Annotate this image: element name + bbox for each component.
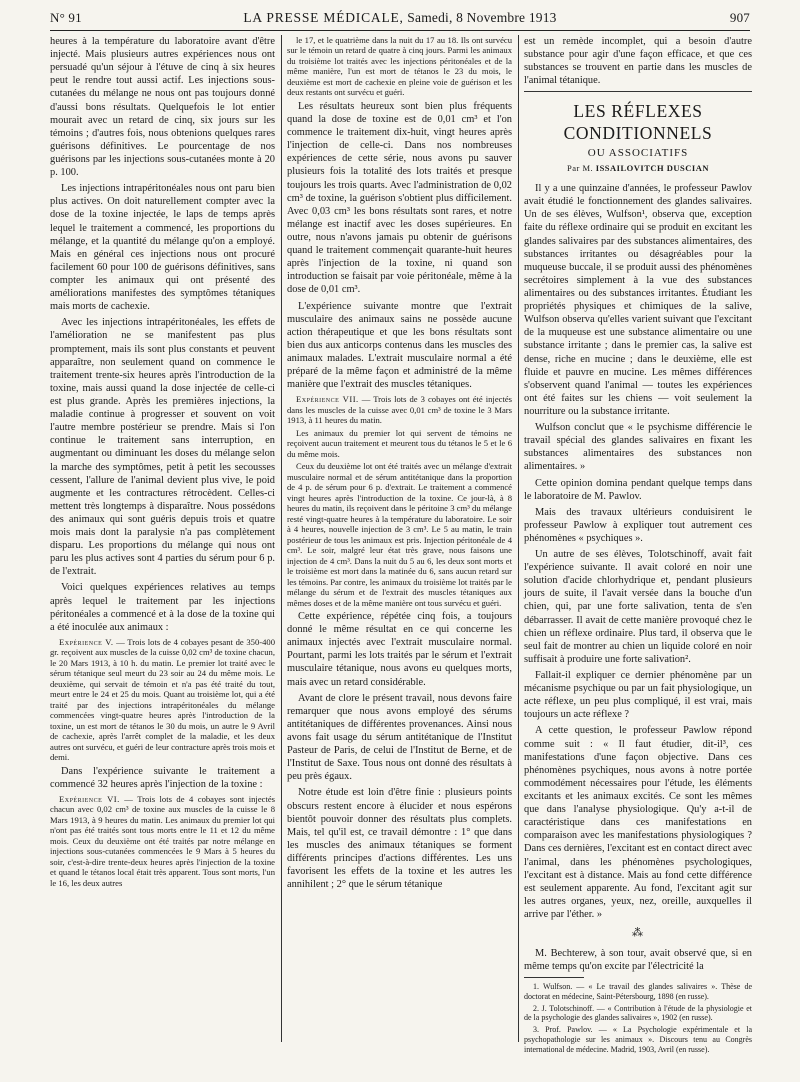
- column-right: [524, 35, 752, 1056]
- paragraph: Les résultats heureux sont bien plus fréquents quand la dose de toxine est de 0,01 cm³ et l'on commence le traitement dix-huit, vingt heures après l'injection de celle-ci. Dans nos nombreuses expériences de cette série, nous avons pu sauver plusieurs fois la totalité des lots traités et presque toujours les trois quarts. Avec l'administration de 0,02 cm³ de toxine, la guérison s'obtient plus difficilement. Avec 0,03 cm³ les bons résultats sont rares, et notre mélange est inactif avec les doses supérieures. En outre, nous n'avons jamais pu obtenir de guérisons quand le traitement commençait quarante-huit heures après l'injection de la toxine, ni quand son introduction se faisait par voie péritonéale, même à la dose de 0,01 cm³.: [287, 100, 512, 296]
- paragraph: heures à la température du laboratoire avant d'être injecté. Mais plusieurs autres expériences nous ont persuadé qu'un séjour à l'étuve de cinq à six heures peut le rendre tout aussi actif. Les injections sous-cutanées du mélange ne nous ont pas toujours donné d'aussi bons résultats. Quelquefois le lot entier mourait avec un retard de cinq, six jours sur les témoins ; d'autres fois, nous obtenions quelques rares guérisons définitives. Le pourcentage de nos guérisons par les injections sous-cutanées monte à 20 p. 100.: [50, 36, 275, 179]
- issue-date: Samedi, 8 Novembre 1913: [407, 10, 557, 25]
- experiment-block: [50, 794, 275, 888]
- paragraph: est un remède incomplet, qui a besoin d'autre substance pour agir d'une façon efficace, et que ces substances se trouvent en partie dans les muscles de l'animal tétanique.: [524, 36, 752, 87]
- paragraph: Un autre de ses élèves, Tolotschinoff, avait fait l'expérience suivante. Il avait coloré en noir une solution d'acide chlorhydrique et, pendant plusieurs jours de suite, il l'avait versée dans la bouche d'un chien, qui, par une forte salivation, tenta de s'en débarrasser. Il avait de cette manière provoqué chez le chien un réflexe ordinaire. Plus tard, il observa que le seul fait de montrer au chien un liquide coloré en noir suffisait à produire une forte salivation².: [524, 549, 752, 665]
- experiment-label: Expérience VII.: [296, 394, 359, 405]
- paragraph: Avec les injections intrapéritonéales, les effets de l'amélioration ne se manifestent pas plus promptement, mais ils sont plus constants et peuvent apparaître, non seulement quand on commence le traitement trente-six heures après l'introduction de la toxine, mais aussi quand la dose injectée de celle-ci est plus grande. Après les premières injections, la maladie continue à progresser et souvent on voit l'autre membre postérieur se prendre. Mais si l'on continue le traitement sans interruption, en augmentant ou diminuant les doses du mélange selon la marche des symptômes, petit à petit les secousses cessent, l'allure de l'animal devient plus vive, le poid augmente et les contractures rétrocèdent. Celles-ci mettent très longtemps à disparaître. Nous possédons des animaux qui sont guéris depuis trois et quatre mois mais dont la paralysie n'a pas complètement disparu. Les proportions du mélange qui nous ont paru les plus actives sont 4 parties du sérum pour 6 p. de l'extrait.: [50, 317, 275, 578]
- experiment-text: — Trois lots de 4 cobayes sont injectés chacun avec 0,02 cm³ de toxine aux muscles de la cuisse le 8 Mars 1913, à 9 heures du matin. Les animaux du premier lot qui n'ont pas été traités sont tous morts entre le 11 et 12 du même mois. Ceux du deuxième ont été traités par notre mélange en injections sous-cutanées commencées le 9 Mars à 5 heures du soir, c'est-à-dire trente-deux heures après l'injection de la toxine et quand le tétanos local était très apparent. Tous sont morts, l'un le 16, les deux autres: [50, 793, 275, 888]
- author-name: ISSAILOVITCH DUSCIAN: [595, 163, 709, 174]
- experiment-text: — Trois lots de 3 cobayes ont été injectés dans les muscles de la cuisse avec 0,01 cm³ de toxine le 3 Mars 1913, à 11 heures du matin.: [287, 394, 512, 426]
- paragraph: Mais des travaux ultérieurs conduisirent le professeur Pawlow à expliquer tout autrement ces phénomènes « psychiques ».: [524, 506, 752, 544]
- paragraph: M. Bechterew, à son tour, avait observé que, si en même temps qu'on excite par l'électricité la: [524, 947, 752, 973]
- experiment-label: Expérience V.: [59, 636, 114, 647]
- paragraph: Avant de clore le présent travail, nous devons faire remarquer que nous avons employé des sérums antitétaniques de différentes provenances. Ainsi nous avons fait usage du sérum antitétanique de l'Institut Pasteur de Paris, de celui de l'Institut de Berne, et de l'Institut de Saxe. Tous nous ont donné des résultats à peu près égaux.: [287, 692, 512, 783]
- footnote: 1. Wulfson. — « Le travail des glandes salivaires ». Thèse de doctorat en médecine, Saint-Pétersbourg, 1898 (en russe).: [524, 982, 752, 1001]
- article-separator: [524, 91, 752, 92]
- paragraph: Les injections intrapéritonéales nous ont paru bien plus actives. On doit naturellement compter avec la dose de la toxine injectée, le laps de temps après lequel le traitement a commencé, les proportions du mélange, et la quantité du mélange qu'on a employé. Mais en général ces injections nous ont procuré facilement 60 pour 100 de guérisons définitives, sans compter les animaux qui ont présenté des améliorations manifestes des symptômes tétaniques mais morts de cachexie.: [50, 183, 275, 313]
- journal-title-line: [50, 10, 750, 26]
- experiment-paragraph: le 17, et le quatrième dans la nuit du 17 au 18. Ils ont survécu sur le témoin un retard de quatre à cinq jours. Parmi les animaux du troisième lot traités avec les injections péritonéales et de la même manière, l'un est mort de tétanos le 23 du mois, le deuxième est mort de cachexie en pleine voie de guérison et les deux restants ont survécu et guéri.: [287, 35, 512, 98]
- paragraph: Il y a une quinzaine d'années, le professeur Pawlov avait étudié le fonctionnement des glandes salivaires. Un de ses élèves, Wulfson¹, observa que, exception faite du réflexe ordinaire qui se produit en excitant les glandes salivaires par des substances alimentaires, des substances irritantes ou désagréables pour la muqueuse buccale, il se produit aussi des phénomènes secrétoires simplement à la vue des substances alimentaires ou des substances irritantes. Étudiant les propriétés physiques et chimiques de la salive, Wulfson observa qu'elles varient suivant que l'excitant de la muqueuse est une substance alimentaire ou une substance irritante ; dans le premier cas, la salive est dense, riche en mucine ; dans le deuxième, elle est fluide et pauvre en mucine. Les mêmes différences s'observent quand l'animal — toutes les expériences ont été faites sur les chiens — voit seulement la nourriture ou la substance irritante.: [524, 183, 752, 417]
- experiment-block: [287, 394, 512, 608]
- experiment-paragraph: [287, 394, 512, 425]
- experiment-paragraph: Ceux du deuxième lot ont été traités avec un mélange d'extrait musculaire normal et de sérum antitétanique dans la proportion de 4 p. de sérum pour 6 p. d'extrait. Le traitement a commencé vingt heures après l'introduction de la toxine. Ce jour-là, à 8 heures du matin, ils reçoivent dans le péritoine 3 cm³ du mélange resté vingt-quatre heures à la température du laboratoire. Le soir à 4 heures, nouvelle injection de 3 cm³. Le 5 au matin, le train postérieur de tous les animaux est pris. Injection péritonéale de 4 cm³. Le soir, malgré leur état très grave, nous faisons une injection de 4 cm³. Dans la nuit du 5 au 6, les deux sont morts et le troisième est mort dans la matinée du 6, sans aucun retard sur les témoins. Par contre, les animaux du troisième lot traités par le mélange du sérum et de l'extrait des muscles tétaniques aux mêmes doses et de la même manière ont tous survécu et guéri.: [287, 461, 512, 608]
- column-divider: [281, 35, 282, 1042]
- paragraph: Wulfson conclut que « le psychisme différencie le travail spécial des glandes salivaires en fixant les substances alimentaires des substances non alimentaires. »: [524, 422, 752, 473]
- experiment-paragraph: [50, 794, 275, 888]
- footnote-rule: [524, 977, 584, 978]
- paragraph: Fallait-il expliquer ce dernier phénomène par un mécanisme psychique ou par un fait physiologique, un acte réflexe, un peu plus compliqué, il est vrai, mais toujours un acte réflexe ?: [524, 670, 752, 721]
- footnotes: [524, 977, 752, 1054]
- section-asterism: ⁂: [632, 927, 644, 940]
- footnote: 2. J. Tolotschinoff. — « Contribution à l'étude de la physiologie et de la psychologie des glandes salivaires », 1902 (en russe).: [524, 1003, 752, 1023]
- paragraph: Notre étude est loin d'être finie : plusieurs points obscurs restent encore à élucider et nous espérons bientôt pouvoir donner des résultats plus complets. Mais, tel qu'il est, ce travail démontre : 1° que dans les muscles des animaux tétaniques se forment différents principes d'actions différentes. Les uns favorisent les effets de la toxine et les autres les annihilent ; 2° que le sérum tétanique: [287, 787, 512, 891]
- experiment-block: [50, 637, 275, 763]
- column-left: [50, 35, 275, 890]
- paragraph: Voici quelques expériences relatives au temps après lequel le traitement par les injections péritonéales a commencé et à la dose de la toxine qui a été inoculée aux animaux :: [50, 582, 275, 633]
- column-divider: [518, 35, 519, 1042]
- issue-number: N° 91: [50, 10, 82, 25]
- experiment-block: [287, 35, 512, 98]
- experiment-text: — Trois lots de 4 cobayes pesant de 350-400 gr. reçoivent aux muscles de la cuisse 0,02 cm³ de toxine chacun, le 20 Mars 1913, à 10 h. du matin. Le premier lot traité avec le sérum tétanique seul meurt du 23 soir au 24 du même mois. Le deuxième, qui servait de témoin et n'a pas été traité du tout, meurt entre le 24 et 25 du mois. Quant au troisième lot, qui a été traité par des injections intrapéritonéales du mélange commencées vingt-quatre heures après l'introduction de la toxine, un est mort de tétanos le 30 du mois, un autre le 9 Avril de cachexie, après l'arrêt complet de la maladie, et les deux autres ont survécu, et guéri de leur contracture après trois mois et demi.: [50, 636, 275, 763]
- article-author: [524, 163, 752, 174]
- column-middle: [287, 35, 512, 894]
- paragraph: Cette opinion domina pendant quelque temps dans le laboratoire de M. Pawlov.: [524, 477, 752, 502]
- header-rule: [50, 30, 750, 31]
- page-header: [50, 8, 750, 30]
- experiment-paragraph: [50, 637, 275, 763]
- paragraph: A cette question, le professeur Pawlow répond comme suit : « Il faut étudier, dit-il³, ces manifestations d'une façon objective. Dans ces phénomènes psychiques, nous avons à notre portée commodément nécessaires pour l'étude, les éléments excitants et les animaux excités. Ce sont les mêmes que dans l'analyse physiologique. Qu'y a-t-il de caractéristique dans ces manifestations en comparaison avec les manifestations physiologiques ? Dans ces dernières, l'excitant est en contact direct avec l'animal, dans les phénomènes psychologiques, l'excitant est à distance. Mais au fond cette différence est seulement apparente. Au fond, l'excitant agit sur les autres organes, yeux, nez, oreille, auxquelles il arrive par l'éther. »: [524, 725, 752, 920]
- experiment-label: Expérience VI.: [59, 793, 120, 804]
- article-title: LES RÉFLEXES CONDITIONNELS: [563, 101, 713, 144]
- page-number: 907: [729, 10, 750, 25]
- article-subtitle: OU ASSOCIATIFS: [587, 146, 689, 159]
- footnote: 3. Prof. Pawlov. — « La Psychologie expérimentale et la psychopathologie sur les animaux ». Discours tenu au Congrès international de médecine. Madrid, 1903, Avril (en russe).: [524, 1025, 752, 1054]
- experiment-paragraph: Les animaux du premier lot qui servent de témoins ne reçoivent aucun traitement et meurent tous du tétanos le 5 et le 6 du même mois.: [287, 427, 512, 459]
- paragraph: L'expérience suivante montre que l'extrait musculaire des animaux sains ne possède aucune action thérapeutique et que les bons résultats sont bien dus aux anticorps contenus dans les muscles des animaux malades. L'extrait musculaire normal a été préparé de la même façon et administré de la même manière que l'extrait des muscles tétaniques.: [287, 300, 512, 391]
- paragraph: Cette expérience, répétée cinq fois, a toujours donné le même résultat en ce qui concerne les animaux injectés avec l'extrait musculaire normal. Pourtant, parmi les lots traités par le sérum et l'extrait musculaire tétanique, nous avons eu quelques morts, mais avec un retard considérable.: [287, 611, 512, 688]
- author-prefix: Par M.: [567, 163, 594, 174]
- journal-title: LA PRESSE MÉDICALE,: [243, 10, 404, 25]
- paragraph: Dans l'expérience suivante le traitement a commencé 32 heures après l'injection de la toxine :: [50, 765, 275, 790]
